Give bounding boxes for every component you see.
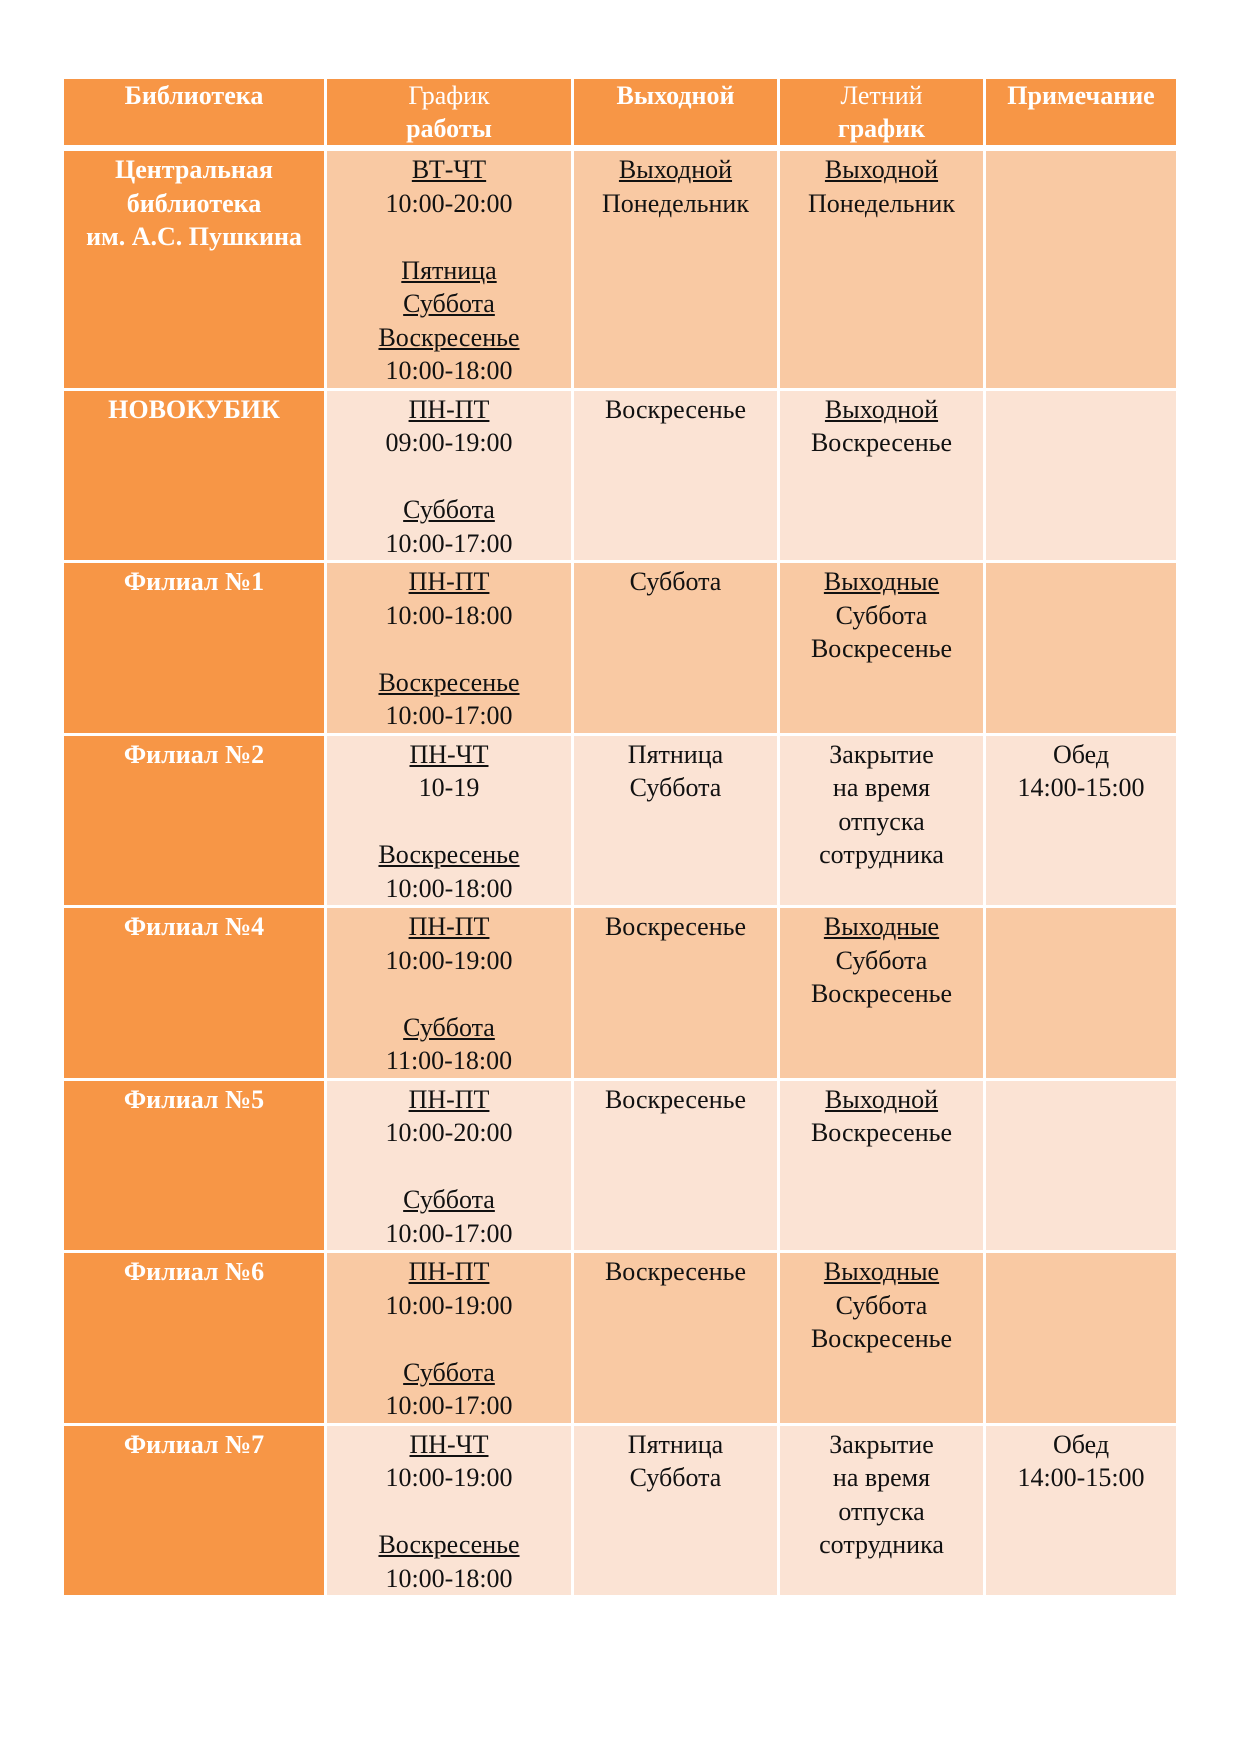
schedule-days: ПН-ПТ: [408, 1257, 490, 1286]
line-gap: [327, 220, 571, 254]
library-name: библиотека: [126, 188, 262, 218]
header-library-label: Библиотека: [124, 81, 264, 110]
day-off-cell: [574, 1250, 777, 1423]
line-gap: [327, 460, 571, 494]
library-name-cell: [64, 560, 324, 733]
schedule-cell: [327, 560, 571, 733]
table-row: [64, 733, 1176, 906]
schedule-extra-days: Воскресенье: [378, 322, 520, 352]
summer-schedule-text: Понедельник: [808, 188, 955, 218]
table-row: [64, 151, 1176, 388]
schedule-extra-hours: 10:00-18:00: [385, 873, 513, 903]
schedule-days: ВТ-ЧТ: [411, 155, 487, 184]
note-cell: [986, 905, 1176, 1078]
schedule-cell: [327, 733, 571, 906]
header-row: [64, 79, 1176, 151]
line-gap: [327, 977, 571, 1011]
schedule-days: ПН-ПТ: [408, 567, 490, 596]
line-gap: [327, 632, 571, 666]
note-cell: [986, 388, 1176, 561]
library-name: НОВОКУБИК: [108, 394, 280, 424]
line-gap: [327, 1495, 571, 1529]
day-off-text: Выходной: [618, 155, 733, 184]
schedule-extra-hours: 10:00-18:00: [385, 356, 513, 385]
schedule-extra-hours: 10:00-17:00: [385, 1391, 513, 1420]
schedule-hours: 09:00-19:00: [385, 428, 513, 457]
schedule-days: ПН-ЧТ: [409, 1429, 489, 1459]
summer-schedule-text: на время: [832, 773, 931, 802]
note-cell: [986, 733, 1176, 906]
library-name-cell: [64, 1078, 324, 1251]
schedule-extra-days: Суббота: [403, 1012, 495, 1042]
summer-schedule-text: Выходной: [824, 155, 939, 184]
summer-schedule-text: Закрытие: [829, 739, 934, 769]
summer-schedule-text: отпуска: [838, 806, 925, 836]
header-summer-label-1: Летний: [840, 81, 923, 110]
library-name: Филиал №6: [123, 1257, 265, 1286]
schedule-hours: 10:00-20:00: [385, 188, 513, 218]
header-summer-label-2: график: [837, 114, 926, 143]
summer-schedule-cell: [780, 905, 983, 1078]
table-body: [64, 151, 1176, 1595]
schedule-extra-hours: 10:00-18:00: [385, 1563, 513, 1593]
note-cell: [986, 1078, 1176, 1251]
header-day-off: [574, 79, 777, 151]
schedule-extra-days: Воскресенье: [378, 667, 520, 697]
library-name: им. А.С. Пушкина: [86, 222, 302, 251]
schedule-hours: 10:00-19:00: [385, 1290, 513, 1320]
day-off-cell: [574, 388, 777, 561]
library-name: Филиал №4: [123, 912, 265, 941]
note-cell: [986, 560, 1176, 733]
summer-schedule-text: Выходные: [823, 912, 940, 941]
summer-schedule-text: Воскресенье: [810, 1324, 953, 1353]
table-row: [64, 905, 1176, 1078]
day-off-cell: [574, 905, 777, 1078]
schedule-extra-days: Суббота: [403, 1357, 495, 1387]
note-cell: [986, 151, 1176, 388]
library-name: Центральная: [115, 155, 273, 184]
table-row: [64, 388, 1176, 561]
summer-schedule-text: Выходной: [824, 1084, 939, 1114]
summer-schedule-text: сотрудника: [819, 1530, 944, 1559]
schedule-days: ПН-ПТ: [408, 912, 490, 941]
day-off-text: Воскресенье: [604, 394, 747, 424]
header-day-off-label: Выходной: [616, 81, 735, 110]
line-gap: [327, 805, 571, 839]
header-library: [64, 79, 324, 151]
line-gap: [327, 1150, 571, 1184]
schedule-hours: 10:00-20:00: [385, 1118, 513, 1147]
note-cell: [986, 1250, 1176, 1423]
schedule-extra-days: Воскресенье: [378, 840, 520, 869]
day-off-text: Понедельник: [602, 188, 749, 218]
note-text: 14:00-15:00: [1017, 773, 1145, 802]
summer-schedule-cell: [780, 560, 983, 733]
library-name-cell: [64, 1423, 324, 1596]
header-schedule-label-2: работы: [406, 114, 492, 143]
day-off-text: Пятница: [627, 739, 724, 769]
day-off-text: Суббота: [629, 773, 722, 802]
summer-schedule-text: Воскресенье: [810, 1118, 953, 1147]
day-off-text: Воскресенье: [604, 912, 747, 941]
summer-schedule-cell: [780, 1078, 983, 1251]
note-text: 14:00-15:00: [1017, 1463, 1145, 1492]
library-name-cell: [64, 388, 324, 561]
schedule-days: ПН-ПТ: [408, 1084, 490, 1114]
header-note-label: Примечание: [1007, 81, 1155, 110]
library-name-cell: [64, 905, 324, 1078]
day-off-text: Пятница: [627, 1429, 724, 1459]
summer-schedule-text: сотрудника: [819, 840, 944, 869]
summer-schedule-text: Суббота: [835, 600, 928, 630]
library-name-cell: [64, 733, 324, 906]
schedule-cell: [327, 388, 571, 561]
day-off-cell: [574, 1078, 777, 1251]
schedule-extra-hours: 10:00-17:00: [385, 701, 513, 730]
day-off-text: Воскресенье: [604, 1257, 747, 1286]
day-off-cell: [574, 151, 777, 388]
note-cell: [986, 1423, 1176, 1596]
schedule-cell: [327, 905, 571, 1078]
library-schedule-table: [61, 79, 1179, 1595]
schedule-cell: [327, 151, 571, 388]
schedule-extra-hours: 10:00-17:00: [385, 1218, 513, 1248]
day-off-cell: [574, 1423, 777, 1596]
day-off-text: Воскресенье: [604, 1084, 747, 1114]
summer-schedule-text: Суббота: [835, 1290, 928, 1320]
summer-schedule-text: Выходные: [823, 567, 940, 596]
schedule-extra-days: Пятница: [401, 255, 497, 285]
schedule-cell: [327, 1423, 571, 1596]
day-off-cell: [574, 733, 777, 906]
schedule-days: ПН-ПТ: [408, 394, 490, 424]
header-summer: [780, 79, 983, 151]
library-name-cell: [64, 151, 324, 388]
summer-schedule-text: Воскресенье: [810, 428, 953, 457]
summer-schedule-cell: [780, 388, 983, 561]
schedule-extra-days: Суббота: [403, 289, 495, 318]
day-off-text: Суббота: [629, 567, 722, 596]
library-name: Филиал №5: [123, 1084, 265, 1114]
header-schedule: [327, 79, 571, 151]
schedule-extra-days: Суббота: [403, 1185, 495, 1214]
summer-schedule-text: Суббота: [835, 945, 928, 975]
schedule-cell: [327, 1078, 571, 1251]
summer-schedule-cell: [780, 1423, 983, 1596]
schedule-extra-days: Суббота: [403, 495, 495, 524]
summer-schedule-text: на время: [832, 1463, 931, 1492]
summer-schedule-text: Выходные: [823, 1257, 940, 1286]
schedule-days: ПН-ЧТ: [409, 739, 489, 769]
note-text: Обед: [1052, 739, 1110, 769]
library-name-cell: [64, 1250, 324, 1423]
header-schedule-label-1: График: [408, 81, 490, 110]
schedule-hours: 10:00-19:00: [385, 945, 513, 975]
summer-schedule-text: Закрытие: [829, 1429, 934, 1459]
summer-schedule-text: Выходной: [824, 394, 939, 424]
library-name: Филиал №1: [123, 567, 265, 596]
table-row: [64, 560, 1176, 733]
summer-schedule-cell: [780, 151, 983, 388]
table-row: [64, 1250, 1176, 1423]
summer-schedule-text: Воскресенье: [810, 634, 953, 663]
table-row: [64, 1078, 1176, 1251]
summer-schedule-cell: [780, 1250, 983, 1423]
library-name: Филиал №2: [123, 739, 265, 769]
schedule-cell: [327, 1250, 571, 1423]
library-name: Филиал №7: [123, 1429, 265, 1459]
summer-schedule-cell: [780, 733, 983, 906]
schedule-extra-hours: 11:00-18:00: [385, 1046, 513, 1075]
schedule-hours: 10:00-18:00: [385, 600, 513, 630]
day-off-text: Суббота: [629, 1463, 722, 1492]
summer-schedule-text: отпуска: [838, 1496, 925, 1526]
table-row: [64, 1423, 1176, 1596]
line-gap: [327, 1322, 571, 1356]
summer-schedule-text: Воскресенье: [810, 979, 953, 1008]
schedule-extra-days: Воскресенье: [378, 1530, 520, 1559]
table-header: [64, 79, 1176, 151]
note-text: Обед: [1052, 1429, 1110, 1459]
schedule-hours: 10-19: [418, 773, 480, 802]
schedule-extra-hours: 10:00-17:00: [385, 528, 513, 558]
schedule-hours: 10:00-19:00: [385, 1463, 513, 1492]
day-off-cell: [574, 560, 777, 733]
header-note: [986, 79, 1176, 151]
